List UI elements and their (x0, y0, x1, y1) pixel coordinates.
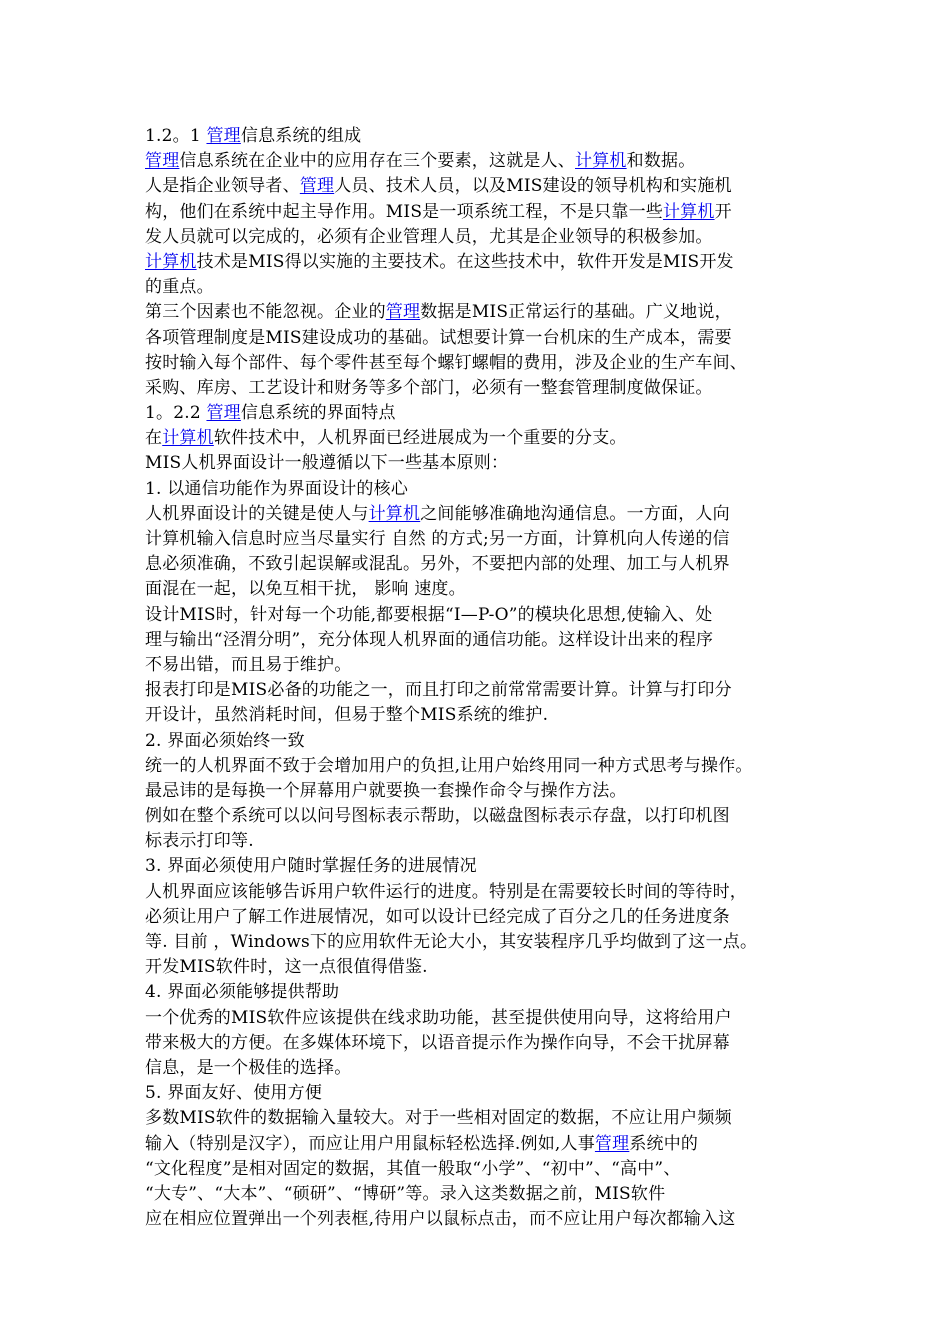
text-run: 各项管理制度是MIS建设成功的基础。试想要计算一台机床的生产成本，需要 (145, 327, 732, 348)
hyperlink[interactable]: 管理 (299, 176, 335, 197)
hyperlink[interactable]: 管理 (145, 151, 180, 172)
text-run: 信息系统的组成 (240, 126, 362, 146)
text-run: 人机界面设计的关键是使人与 (145, 503, 369, 524)
text-run: 标表示打印等. (145, 831, 254, 852)
text-line (145, 527, 825, 552)
text-line (145, 804, 825, 829)
text-line (145, 854, 825, 879)
text-run: 1.2。1 (145, 126, 207, 146)
text-line (145, 1106, 825, 1131)
text-line (145, 477, 825, 502)
text-run: 例如在整个系统可以以问号图标表示帮助，以磁盘图标表示存盘，以打印机图 (145, 806, 730, 827)
text-line (145, 1006, 825, 1031)
text-run: 发人员就可以完成的，必须有企业管理人员，尤其是企业领导的积极参加。 (145, 226, 713, 247)
text-run: 之间能够准确地沟通信息。一方面，人向 (420, 503, 730, 524)
text-run: 系统中的 (629, 1133, 699, 1154)
text-run: 报表打印是MIS必备的功能之一，而且打印之前常常需要计算。计算与打印分 (145, 680, 732, 701)
text-run: 技术是MIS得以实施的主要技术。在这些技术中，软件开发是MIS开发 (196, 251, 734, 272)
text-line (145, 577, 825, 602)
text-run: 信息，是一个极佳的选择。 (145, 1057, 352, 1078)
text-line (145, 628, 825, 653)
text-line (145, 426, 825, 451)
hyperlink[interactable]: 管理 (385, 302, 421, 323)
text-run: 多数MIS软件的数据输入量较大。对于一些相对固定的数据，不应让用户频频 (145, 1108, 732, 1129)
text-run: 数据是MIS正常运行的基础。广义地说， (420, 302, 732, 323)
text-run: “文化程度”是相对固定的数据，其值一般取“小学”、“初中”、“高中”、 (145, 1158, 681, 1179)
text-line (145, 779, 825, 804)
text-line (145, 351, 825, 376)
text-line (145, 1182, 825, 1207)
hyperlink[interactable]: 计算机 (162, 428, 214, 449)
text-run: 面混在一起，以免互相干扰， 影响 速度。 (145, 579, 466, 600)
text-line (145, 754, 825, 779)
text-run: 设计MIS时，针对每一个功能,都要根据“I—P-O”的模块化思想,使输入、处 (145, 604, 713, 625)
text-line (145, 729, 825, 754)
text-line (145, 829, 825, 854)
text-run: 构，他们在系统中起主导作用。MIS是一项系统工程，不是只靠一些 (145, 201, 663, 222)
text-run: 人机界面应该能够告诉用户软件运行的进度。特别是在需要较长时间的等待时， (145, 881, 747, 902)
text-line (145, 653, 825, 678)
text-line (145, 980, 825, 1005)
text-run: 采购、库房、工艺设计和财务等多个部门，必须有一整套管理制度做保证。 (145, 377, 713, 398)
text-run: 的重点。 (145, 277, 214, 298)
text-run: 1。2.2 (145, 403, 207, 424)
text-run: 一个优秀的MIS软件应该提供在线求助功能，甚至提供使用向导，这将给用户 (145, 1007, 732, 1028)
text-run: 4. 界面必须能够提供帮助 (145, 982, 340, 1003)
text-line (145, 880, 825, 905)
text-run: 按时输入每个部件、每个零件甚至每个螺钉螺帽的费用，涉及企业的生产车间、 (145, 352, 747, 373)
text-line (145, 1031, 825, 1056)
text-line (145, 603, 825, 628)
text-run: 计算机输入信息时应当尽量实行 自然 的方式;另一方面，计算机向人传递的信 (145, 529, 730, 549)
hyperlink[interactable]: 管理 (206, 126, 241, 146)
text-line (145, 200, 825, 225)
text-run: 统一的人机界面不致于会增加用户的负担,让用户始终用同一种方式思考与操作。 (145, 755, 753, 776)
text-line (145, 250, 825, 275)
text-line (145, 275, 825, 300)
text-run: 带来极大的方便。在多媒体环境下，以语音提示作为操作向导，不会干扰屏幕 (145, 1032, 730, 1053)
hyperlink[interactable]: 计算机 (575, 151, 627, 172)
text-run: 5. 界面友好、使用方便 (145, 1083, 323, 1104)
text-line (145, 451, 825, 476)
text-run: 人员、技术人员，以及MIS建设的领导机构和实施机 (334, 176, 732, 197)
text-line (145, 703, 825, 728)
text-line (145, 300, 825, 325)
text-line (145, 326, 825, 351)
text-run: 3. 界面必须使用户随时掌握任务的进展情况 (145, 856, 477, 877)
text-line (145, 124, 825, 149)
hyperlink[interactable]: 管理 (594, 1133, 630, 1154)
text-run: 最忌讳的是每换一个屏幕用户就要换一套操作命令与操作方法。 (145, 780, 627, 801)
text-run: 第三个因素也不能忽视。企业的 (145, 302, 386, 323)
text-run: MIS人机界面设计一般遵循以下一些基本原则： (145, 453, 509, 474)
text-line (145, 1056, 825, 1081)
text-run: 不易出错，而且易于维护。 (145, 654, 352, 675)
text-line (145, 149, 825, 174)
text-run: 信息系统在企业中的应用存在三个要素，这就是人、 (179, 151, 576, 172)
text-line (145, 678, 825, 703)
text-run: 等. 目前 ，Windows下的应用软件无论大小，其安装程序几乎均做到了这一点。 (145, 932, 758, 952)
text-run: 应在相应位置弹出一个列表框,待用户以鼠标点击，而不应让用户每次都输入这 (145, 1209, 736, 1230)
text-run: 理与输出“泾渭分明”，充分体现人机界面的通信功能。这样设计出来的程序 (145, 629, 714, 650)
hyperlink[interactable]: 管理 (206, 403, 241, 424)
text-run: 开发MIS软件时，这一点很值得借鉴. (145, 957, 428, 978)
text-run: 和数据。 (626, 151, 696, 172)
text-line (145, 225, 825, 250)
document-body (145, 124, 825, 1232)
text-line (145, 376, 825, 401)
text-line (145, 1157, 825, 1182)
text-run: 2. 界面必须始终一致 (145, 730, 305, 751)
text-run: 息必须准确，不致引起误解或混乱。另外，不要把内部的处理、加工与人机界 (145, 554, 730, 575)
text-run: 信息系统的界面特点 (240, 403, 396, 424)
text-line (145, 174, 825, 199)
text-run: “大专”、“大本”、“硕研”、“博研”等。录入这类数据之前，MIS软件 (145, 1183, 666, 1204)
text-line (145, 1207, 825, 1232)
text-run: 输入（特别是汉字），而应让用户用鼠标轻松选择.例如,人事 (145, 1133, 595, 1154)
text-run: 开 (714, 201, 732, 222)
text-run: 在 (145, 428, 163, 449)
text-line (145, 930, 825, 955)
hyperlink[interactable]: 计算机 (662, 201, 715, 222)
text-run: 必须让用户了解工作进展情况，如可以设计已经完成了百分之几的任务进度条 (145, 906, 730, 927)
hyperlink[interactable]: 计算机 (368, 503, 421, 524)
hyperlink[interactable]: 计算机 (145, 251, 197, 272)
text-line (145, 955, 825, 980)
text-line (145, 1081, 825, 1106)
text-line (145, 401, 825, 426)
text-line (145, 502, 825, 527)
text-line (145, 1132, 825, 1157)
text-run: 软件技术中，人机界面已经进展成为一个重要的分支。 (213, 428, 627, 449)
text-run: 1. 以通信功能作为界面设计的核心 (145, 478, 409, 499)
text-line (145, 905, 825, 930)
text-line (145, 552, 825, 577)
text-run: 开设计，虽然消耗时间，但易于整个MIS系统的维护. (145, 705, 549, 726)
text-run: 人是指企业领导者、 (145, 176, 300, 197)
